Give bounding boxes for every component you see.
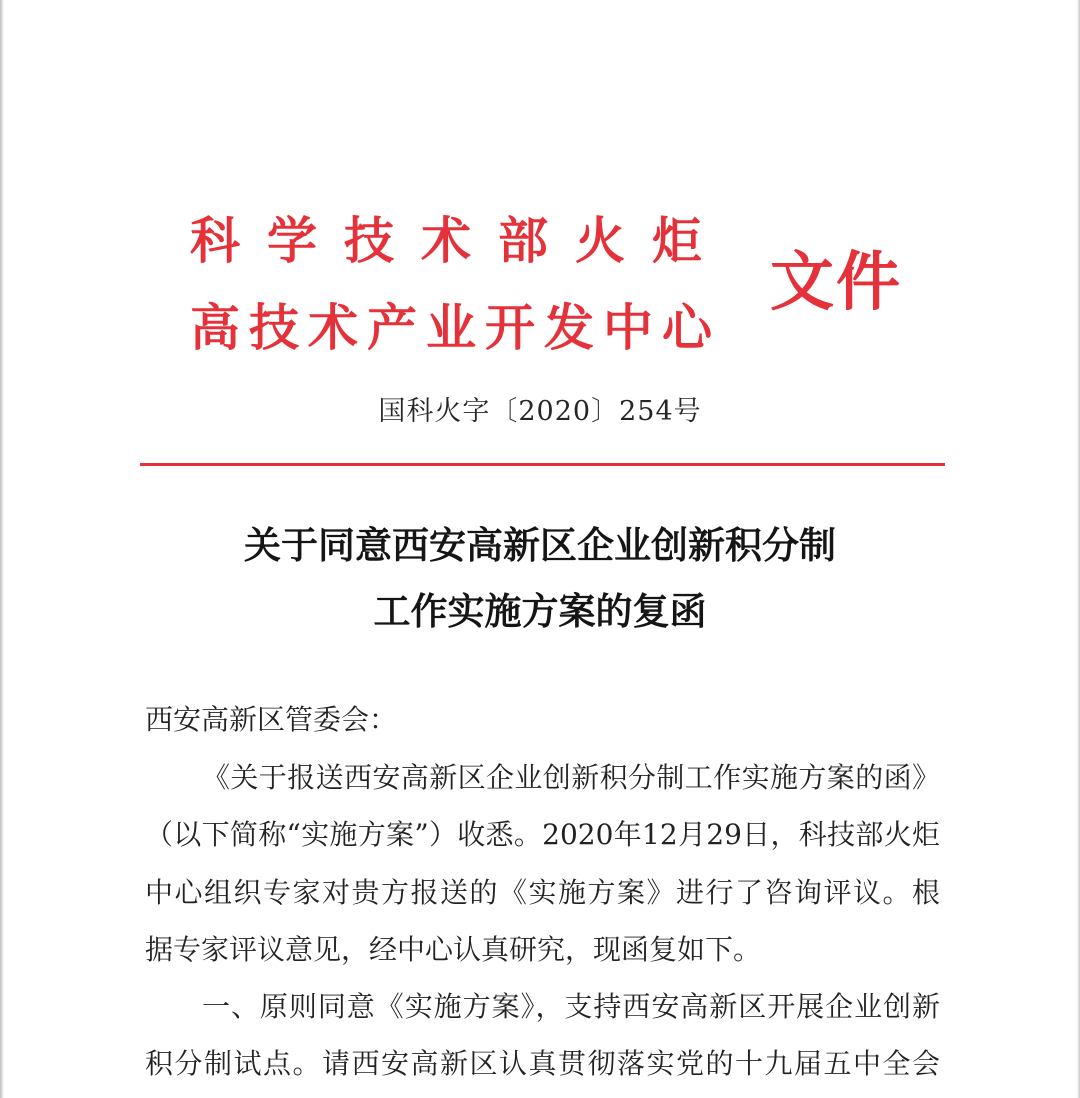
red-separator-line — [140, 463, 945, 466]
body-text-line: 据专家评议意见，经中心认真研究，现函复如下。 — [145, 933, 762, 966]
document-title-line-2: 工作实施方案的复函 — [373, 589, 707, 633]
issuer-name-line-1: 科学技术部火炬 — [190, 213, 729, 269]
document-title-line-1: 关于同意西安高新区企业创新积分制 — [244, 523, 836, 567]
body-text-line: 积分制试点。请西安高新区认真贯彻落实党的十九届五中全会 — [145, 1047, 940, 1080]
body-text-line: 一、原则同意《实施方案》，支持西安高新区开展企业创新 — [202, 990, 940, 1023]
salutation: 西安高新区管委会： — [145, 703, 398, 736]
body-text-line: 中心组织专家对贵方报送的《实施方案》进行了咨询评议。根 — [145, 876, 940, 909]
body-text-line: （以下简称“实施方案”）收悉。2020年12月29日，科技部火炬 — [145, 818, 940, 851]
document-number: 国科火字〔2020〕254号 — [378, 396, 702, 427]
body-text-line: 《关于报送西安高新区企业创新积分制工作实施方案的函》 — [202, 761, 940, 794]
issuer-name-line-2: 高技术产业开发中心 — [190, 300, 721, 356]
document-type-label: 文件 — [770, 245, 902, 320]
